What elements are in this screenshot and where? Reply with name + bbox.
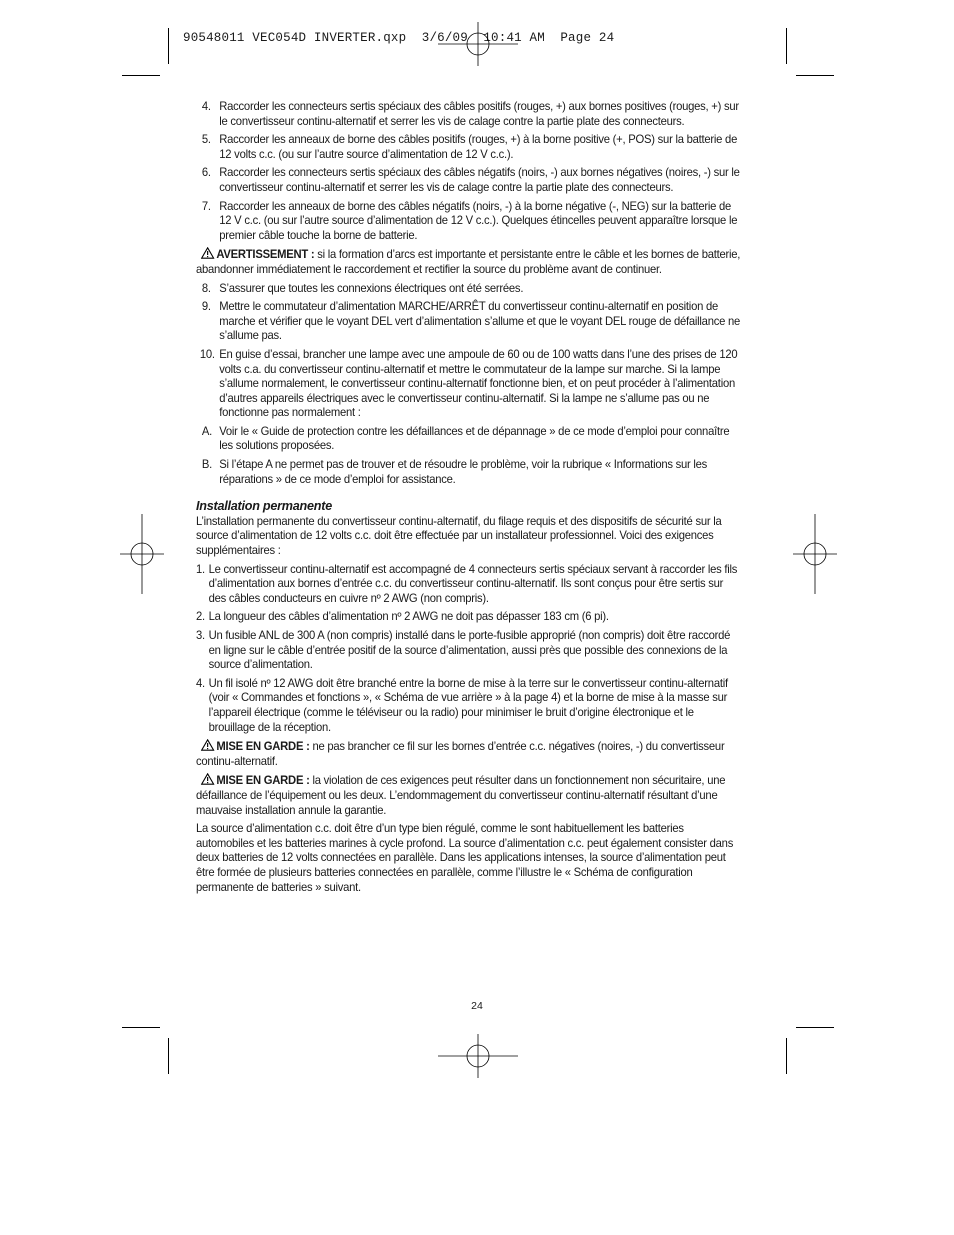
crop-mark-top-left-horizontal bbox=[122, 75, 160, 76]
registration-mark-left-icon bbox=[120, 514, 164, 594]
section-intro: L’installation permanente du convertisseur continu-alternatif, du filage requis et des dispositifs de sécurité sur la source d’alimentation de 12 volts c.c. doit être effectuée par un installateur professionnel. Voici des exigences supplémentaires : bbox=[196, 514, 722, 558]
caution-label: MISE EN GARDE : bbox=[216, 740, 310, 754]
crop-mark-bottom-left-vertical bbox=[168, 1038, 169, 1074]
step-number: 5. bbox=[201, 133, 211, 147]
requirement-3 bbox=[196, 629, 741, 673]
requirement-text: Un fusible ANL de 300 A (non compris) installé dans le porte-fusible approprié (non compris) doit être raccordé en ligne sur le câble d’entrée positif de la source d’alimentation, aussi près que possible des connexions de la source d’alimentation. bbox=[208, 629, 731, 672]
step-number: 6. bbox=[201, 166, 211, 180]
step-number: 9. bbox=[201, 300, 211, 314]
substep-letter: B. bbox=[201, 458, 212, 472]
substep-a bbox=[196, 425, 741, 454]
caution-label: MISE EN GARDE : bbox=[216, 774, 310, 788]
requirement-text: Un fil isolé nº 12 AWG doit être branché entre la borne de mise à la terre sur le convertisseur continu-alternatif (voir « Commandes et fonctions », « Schéma de vue arrière » à la page 4) et la borne de mise à la masse sur l’appareil électrique (comme le téléviseur ou la radio) pour minimiser le bruit d’origine électronique et le brouillage de la réception. bbox=[208, 676, 728, 734]
requirement-text: La longueur des câbles d’alimentation nº 2 AWG ne doit pas dépasser 183 cm (6 pi). bbox=[208, 610, 609, 624]
registration-mark-right-icon bbox=[793, 514, 837, 594]
section-title: Installation permanente bbox=[196, 498, 332, 514]
step-10 bbox=[196, 348, 741, 421]
caution-text: ne pas brancher ce fil sur les bornes d’entrée c.c. négatives (noires, -) du convertisseur continu-alternatif. bbox=[196, 740, 725, 768]
step-5 bbox=[196, 133, 741, 162]
caution-violation bbox=[196, 773, 741, 818]
crop-mark-top-left-vertical bbox=[168, 28, 169, 64]
substep-text: Si l’étape A ne permet pas de trouver et de résoudre le problème, voir la rubrique « Informations sur les réparations » de ce mode d’emploi for assistance. bbox=[219, 458, 708, 486]
step-text: S’assurer que toutes les connexions électriques ont été serrées. bbox=[219, 281, 524, 295]
requirement-number: 3. bbox=[196, 629, 205, 642]
page-content bbox=[196, 100, 741, 899]
requirement-number: 4. bbox=[196, 676, 205, 690]
requirement-number: 1. bbox=[196, 562, 205, 576]
warning-triangle-icon bbox=[201, 773, 215, 785]
requirement-1 bbox=[196, 563, 741, 607]
requirement-4 bbox=[196, 677, 741, 735]
page-number: 24 bbox=[471, 1000, 483, 1012]
warning-triangle-icon bbox=[201, 247, 215, 259]
registration-mark-top-icon bbox=[438, 22, 518, 66]
step-text: Raccorder les connecteurs sertis spéciaux des câbles positifs (rouges, +) aux bornes positives (rouges, +) sur le convertisseur continu-alternatif et serrer les vis de calage contre la partie plate des connecteurs. bbox=[219, 100, 739, 128]
step-8 bbox=[196, 282, 741, 297]
substep-letter: A. bbox=[201, 424, 212, 438]
step-text: Raccorder les anneaux de borne des câbles négatifs (noirs, -) à la borne négative (-, NEG) sur la batterie de 12 V c.c. (ou sur l’autre source d’alimentation de 12 V c.c.). Quelques étincelles peuvent apparaître lorsque le premier câble touche la borne de batterie. bbox=[219, 199, 738, 242]
registration-mark-bottom-icon bbox=[438, 1034, 518, 1078]
step-number: 10. bbox=[199, 347, 215, 361]
substep-text: Voir le « Guide de protection contre les défaillances et de dépannage » de ce mode d’emploi pour connaître les solutions proposées. bbox=[219, 424, 730, 453]
warning-arcing bbox=[196, 247, 741, 277]
crop-mark-top-right-horizontal bbox=[796, 75, 834, 76]
warning-label: AVERTISSEMENT : bbox=[216, 248, 315, 262]
print-slug: 90548011 VEC054D INVERTER.qxp 3/6/09 10:41 AM Page 24 bbox=[183, 31, 615, 45]
warning-triangle-icon bbox=[201, 739, 215, 751]
substep-b bbox=[196, 458, 741, 487]
step-text: Raccorder les anneaux de borne des câbles positifs (rouges, +) à la borne positive (+, POS) sur la batterie de 12 volts c.c. (ou sur l’autre source d’alimentation de 12 V c.c.). bbox=[219, 133, 738, 161]
requirement-2 bbox=[196, 610, 741, 625]
requirement-text: Le convertisseur continu-alternatif est accompagné de 4 connecteurs sertis spéciaux servant à raccorder les fils d’alimentation aux bornes d’entrée c.c. du convertisseur continu-alternatif. Ils sont conçus pour être sertis sur des câbles conducteurs en cuivre nº 2 AWG (non compris). bbox=[208, 562, 738, 605]
step-text: Raccorder les connecteurs sertis spéciaux des câbles négatifs (noirs, -) aux bornes négatives (noires, -) sur le convertisseur continu-alternatif et serrer les vis de calage contre la partie plate des connecteurs. bbox=[219, 166, 740, 194]
step-7 bbox=[196, 200, 741, 244]
crop-mark-bottom-right-horizontal bbox=[796, 1027, 834, 1028]
requirement-number: 2. bbox=[196, 610, 205, 624]
step-text: Mettre le commutateur d’alimentation MARCHE/ARRÊT du convertisseur continu-alternatif en position de marche et vérifier que le voyant DEL vert d’alimentation s’allume et que le voyant DEL rouge de défaillance ne s’allume pas. bbox=[219, 300, 741, 343]
step-text: En guise d’essai, brancher une lampe avec une ampoule de 60 ou de 100 watts dans l’une des prises de 120 volts c.a. du convertisseur continu-alternatif et mettre le commutateur de la lampe sur marche. Si la lampe s’allume normalement, le convertisseur continu-alternatif fonctionne bien, et on peut procéder à l’alimentation d’autres appareils électriques avec le convertisseur continu-alternatif. Si la lampe ne s’allume pas ou ne fonctionne pas normalement : bbox=[219, 347, 738, 420]
step-6 bbox=[196, 166, 741, 195]
step-9 bbox=[196, 300, 741, 344]
warning-text: si la formation d’arcs est importante et persistante entre le câble et les bornes de batterie, abandonner immédiatement le raccordement et rectifier la source du problème avant de continuer. bbox=[196, 248, 741, 276]
crop-mark-top-right-vertical bbox=[786, 28, 787, 64]
step-number: 4. bbox=[201, 100, 211, 113]
closing-paragraph: La source d’alimentation c.c. doit être d’un type bien régulé, comme le sont habituellement les batteries automobiles et les batteries marines à cycle profond. La source d’alimentation c.c. peut également consister dans deux batteries de 12 volts connectées en parallèle. Dans les applications intenses, la source d’alimentation peut être formée de plusieurs batteries connectées en parallèle, comme l’illustre le « Schéma de configuration permanente de batteries » suivant. bbox=[196, 822, 734, 894]
caution-ground-wire bbox=[196, 739, 741, 769]
caution-text: la violation de ces exigences peut résulter dans un fonctionnement non sécuritaire, une défaillance de l’équipement ou les deux. L’endommagement du convertisseur continu-alternatif résultant d’une mauvaise installation annule la garantie. bbox=[196, 774, 726, 817]
crop-mark-bottom-left-horizontal bbox=[122, 1027, 160, 1028]
step-number: 7. bbox=[201, 199, 211, 213]
step-4 bbox=[196, 100, 741, 129]
step-number: 8. bbox=[201, 281, 211, 295]
crop-mark-bottom-right-vertical bbox=[786, 1038, 787, 1074]
